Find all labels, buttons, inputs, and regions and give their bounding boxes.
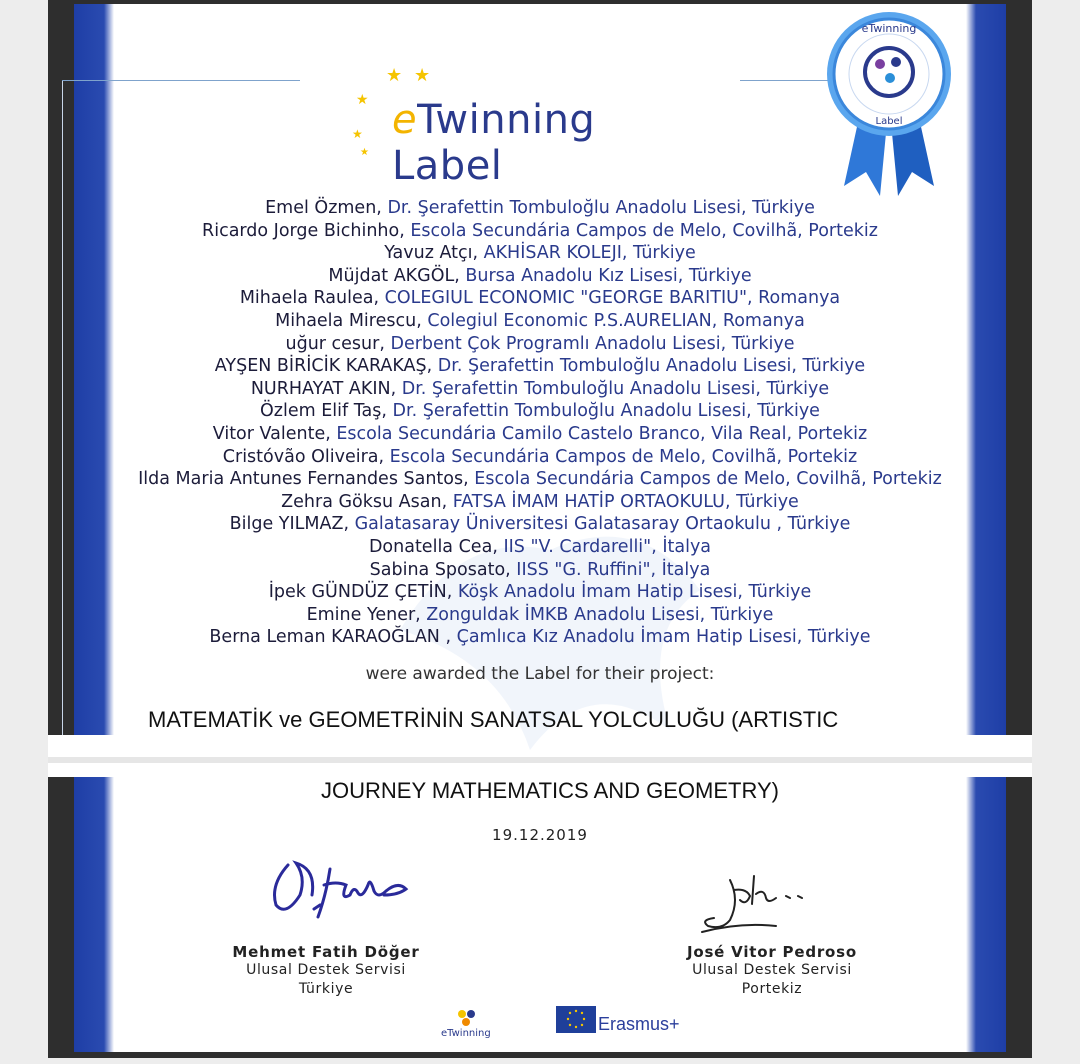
participant-school: Escola Secundária Camilo Castelo Branco, Vila Real, Portekiz xyxy=(336,423,868,444)
participant-row xyxy=(0,604,1080,627)
participant-row xyxy=(0,513,1080,536)
participant-name: Özlem Elif Taş xyxy=(260,401,382,422)
participant-name: NURHAYAT AKIN xyxy=(250,378,391,399)
certificate-sheet-bottom xyxy=(74,777,1006,1052)
separator: , xyxy=(416,310,428,331)
star-icon: ★ xyxy=(386,65,403,85)
star-icon: ★ xyxy=(414,65,431,85)
participant-school: Dr. Şerafettin Tombuloğlu Anadolu Lisesi, Türkiye xyxy=(401,378,830,399)
separator: , xyxy=(492,536,504,557)
etwinning-label-logo xyxy=(350,60,710,189)
signatory-name: Mehmet Fatih Döğer xyxy=(232,943,420,961)
signatory-country: Türkiye xyxy=(298,981,354,997)
project-title-line1: MATEMATİK ve GEOMETRİNİN SANATSAL YOLCULUĞU (ARTISTIC xyxy=(148,707,839,732)
separator: , xyxy=(445,627,457,648)
participant-name: Vitor Valente xyxy=(212,423,326,444)
participant-row xyxy=(0,220,1080,243)
participant-row xyxy=(0,378,1080,401)
project-title-line2: JOURNEY MATHEMATICS AND GEOMETRY) xyxy=(321,778,779,803)
separator: , xyxy=(343,514,355,535)
separator: , xyxy=(454,265,466,286)
separator: , xyxy=(441,491,453,512)
participant-list xyxy=(0,197,1080,649)
etwinning-logo-text: eTwinning xyxy=(441,1028,491,1039)
participant-school: FATSA İMAM HATİP ORTAOKULU, Türkiye xyxy=(452,491,799,512)
participant-row xyxy=(0,287,1080,310)
participant-name: Sabina Sposato xyxy=(369,559,506,580)
signatory-2 xyxy=(658,943,886,999)
participant-row xyxy=(0,491,1080,514)
erasmus-logo-text: Erasmus+ xyxy=(598,1014,680,1034)
separator: , xyxy=(379,333,391,354)
participant-school: Zonguldak İMKB Anadolu Lisesi, Türkiye xyxy=(426,604,774,625)
participant-row xyxy=(0,400,1080,423)
participant-row xyxy=(0,310,1080,333)
participant-row xyxy=(0,333,1080,356)
participant-school: IIS "V. Cardarelli", İtalya xyxy=(503,536,712,557)
participant-row xyxy=(0,423,1080,446)
signatory-role: Ulusal Destek Servisi xyxy=(692,962,852,978)
participant-row xyxy=(0,468,1080,491)
frame-line xyxy=(62,80,300,81)
participant-name: Yavuz Atçı xyxy=(384,243,473,264)
certificate-bottom-page xyxy=(48,777,1032,1058)
separator: , xyxy=(426,356,438,377)
participant-school: Escola Secundária Campos de Melo, Covilhã, Portekiz xyxy=(389,446,858,467)
participant-name: Emine Yener xyxy=(306,604,416,625)
participant-school: IISS "G. Ruffini", İtalya xyxy=(516,559,711,580)
separator: , xyxy=(325,423,337,444)
participant-name: Donatella Cea xyxy=(368,536,493,557)
participant-row xyxy=(0,265,1080,288)
participant-school: Köşk Anadolu İmam Hatip Lisesi, Türkiye xyxy=(457,582,812,603)
participant-row xyxy=(0,197,1080,220)
signatory-name: José Vitor Pedroso xyxy=(686,943,858,961)
participant-school: Bursa Anadolu Kız Lisesi, Türkiye xyxy=(465,265,752,286)
participant-name: Ricardo Jorge Bichinho xyxy=(202,220,400,241)
signatory-role: Ulusal Destek Servisi xyxy=(246,962,406,978)
participant-row xyxy=(0,536,1080,559)
participant-name: Mihaela Mirescu xyxy=(275,310,417,331)
participant-school: Escola Secundária Campos de Melo, Covilhã, Portekiz xyxy=(474,469,942,490)
participant-school: Escola Secundária Campos de Melo, Covilhã, Portekiz xyxy=(410,220,878,241)
participant-school: Derbent Çok Programlı Anadolu Lisesi, Türkiye xyxy=(390,333,795,354)
participant-school: COLEGIUL ECONOMIC "GEORGE BARITIU", Romanya xyxy=(384,288,841,309)
etwinning-seal-icon xyxy=(824,4,954,204)
participant-name: Mihaela Raulea xyxy=(239,288,374,309)
separator: , xyxy=(399,220,411,241)
star-icon: ★ xyxy=(356,91,369,107)
seal-bottom-text: Label xyxy=(875,116,903,127)
participant-school: Galatasaray Üniversitesi Galatasaray Ortaokulu , Türkiye xyxy=(354,514,851,535)
awarded-text: were awarded the Label for their project: xyxy=(365,664,715,684)
separator: , xyxy=(415,604,427,625)
participant-name: uğur cesur xyxy=(285,333,380,354)
participant-name: Cristóvão Oliveira xyxy=(222,446,379,467)
participant-row xyxy=(0,242,1080,265)
star-icon: ★ xyxy=(352,127,363,141)
participant-row xyxy=(0,559,1080,582)
participant-row xyxy=(0,446,1080,469)
participant-name: Zehra Göksu Asan xyxy=(281,491,442,512)
participant-name: Emel Özmen xyxy=(265,198,377,218)
separator: , xyxy=(373,288,385,309)
separator: , xyxy=(463,469,475,490)
separator: , xyxy=(505,559,517,580)
seal-top-text: eTwinning xyxy=(861,22,917,35)
participant-row xyxy=(0,355,1080,378)
participant-name: İpek GÜNDÜZ ÇETİN xyxy=(268,582,447,603)
title-prefix: e xyxy=(392,97,418,143)
participant-name: Müjdat AKGÖL xyxy=(328,265,455,286)
separator: , xyxy=(472,243,484,264)
participant-name: AYŞEN BİRİCİK KARAKAŞ xyxy=(214,356,427,377)
participant-row xyxy=(0,581,1080,604)
participant-school: Dr. Şerafettin Tombuloğlu Anadolu Lisesi, Türkiye xyxy=(387,198,815,218)
signatory-country: Portekiz xyxy=(741,981,803,997)
etwinning-logo-icon xyxy=(452,1006,482,1030)
participant-school: Colegiul Economic P.S.AURELIAN, Romanya xyxy=(427,310,805,331)
participant-school: Dr. Şerafettin Tombuloğlu Anadolu Lisesi, Türkiye xyxy=(392,401,820,422)
eu-flag-icon xyxy=(556,1006,596,1033)
participant-school: Çamlıca Kız Anadolu İmam Hatip Lisesi, Türkiye xyxy=(456,627,871,648)
page-title xyxy=(392,97,710,189)
participant-school: AKHİSAR KOLEJI, Türkiye xyxy=(483,243,696,264)
signatory-1 xyxy=(212,943,440,999)
participant-school: Dr. Şerafettin Tombuloğlu Anadolu Lisesi, Türkiye xyxy=(437,356,866,377)
participant-name: Berna Leman KARAOĞLAN xyxy=(209,627,446,648)
star-icon: ★ xyxy=(360,147,369,158)
title-rest: Twinning Label xyxy=(392,97,596,189)
separator: , xyxy=(390,378,402,399)
separator: , xyxy=(446,582,458,603)
participant-name: Bilge YILMAZ xyxy=(229,514,344,535)
participant-name: Ilda Maria Antunes Fernandes Santos xyxy=(138,469,464,490)
separator: , xyxy=(381,401,393,422)
signature-doger xyxy=(266,855,411,925)
separator: , xyxy=(378,446,390,467)
separator: , xyxy=(376,198,388,218)
participant-row xyxy=(0,626,1080,649)
award-date: 19.12.2019 xyxy=(492,826,588,844)
signature-pedroso xyxy=(700,870,840,935)
